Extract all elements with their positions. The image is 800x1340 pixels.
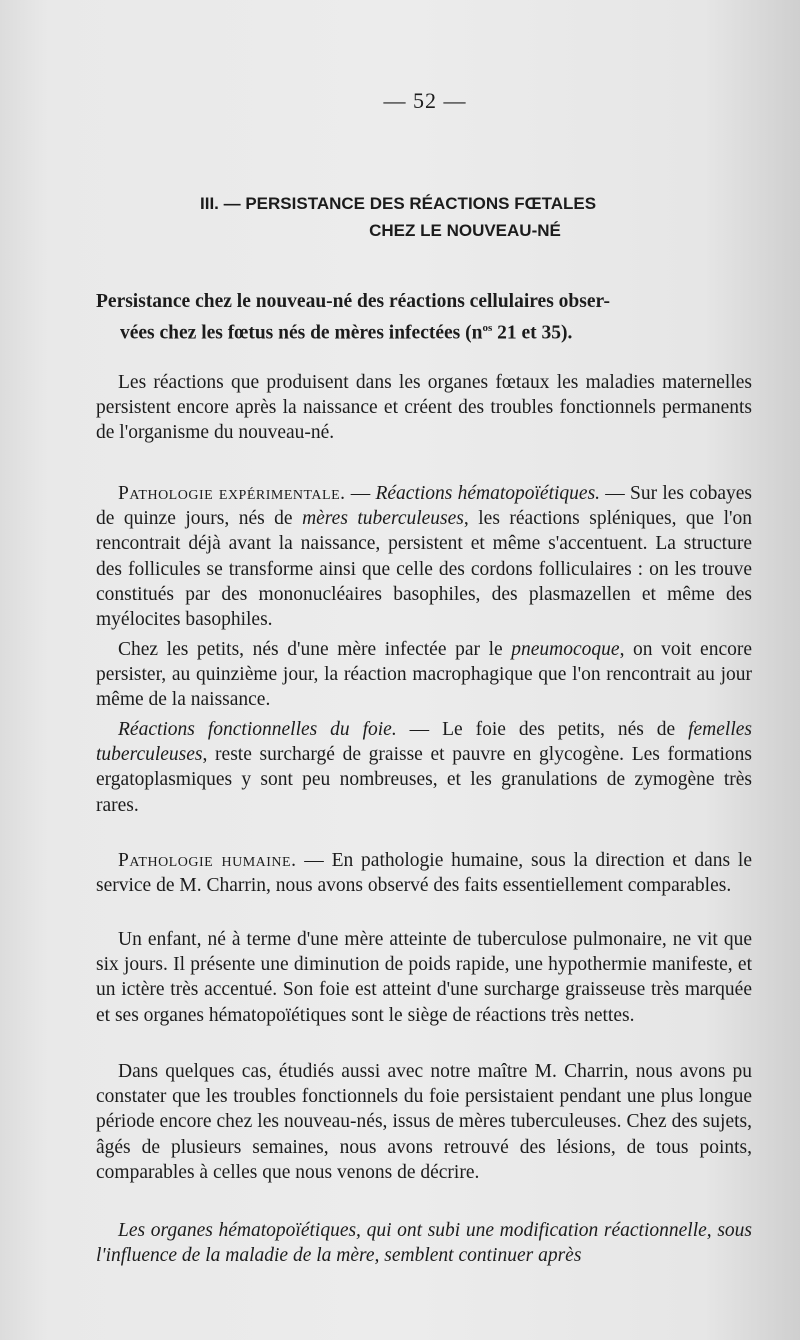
liver-subtitle: Réactions fonctionnelles du foie. bbox=[118, 719, 397, 740]
numero-superscript: os bbox=[482, 322, 493, 334]
child-case-paragraph: Un enfant, né à terme d'une mère atteinte de tuberculose pulmonaire, ne vit que six jours. Il présente une diminution de poids rapide, une hypothermie manifeste, et un ictère très accentué. Son foie est atteint d'une surcharge graisseuse très marquée et ses organes hématopoïétiques sont le siège de réactions très nettes. bbox=[96, 929, 752, 1026]
experimental-paragraph: Pathologie expérimentale. — Réactions hématopoïétiques. — Sur les cobayes de quinze jours, nés de mères tuberculeuses, les réactions spléniques, que l'on rencontrait déjà avant la naissance, persistent et même s'accentuent. La structure des follicules se transforme ainsi que celle des cordons folliculaires : on les trouve constitués par des mononucléaires basophiles, des plasmazellen et même des myélocites basophiles. bbox=[96, 483, 753, 631]
human-paragraph: Pathologie humaine. — En pathologie humaine, sous la direction et dans le service de M. Charrin, nous avons observé des faits essentiellement comparables. bbox=[96, 850, 752, 897]
experimental-label: Pathologie expérimentale. bbox=[118, 483, 346, 504]
section-title-line-1: III. — PERSISTANCE DES RÉACTIONS FŒTALES bbox=[200, 194, 597, 213]
section-title-line-2: CHEZ LE NOUVEAU-NÉ bbox=[369, 221, 561, 240]
pneumococcus-paragraph: Chez les petits, nés d'une mère infectée par le pneumocoque, on voit encore persister, au quinzième jour, la réaction macrophagique que l'on rencontrait au jour même de la naissance. bbox=[96, 639, 753, 711]
page-number: — 52 — bbox=[383, 88, 467, 113]
intro-paragraph: Les réactions que produisent dans les organes fœtaux les maladies maternelles persistent encore après la naissance et créent des troubles fonctionnels permanents de l'organisme du nouveau-né. bbox=[96, 372, 752, 444]
section-title bbox=[200, 190, 670, 244]
experimental-subtitle: Réactions hématopoïétiques. bbox=[375, 483, 601, 504]
liver-paragraph: Réactions fonctionnelles du foie. — Le foie des petits, nés de femelles tuberculeuses, reste surchargé de graisse et pauvre en glycogène. Les formations ergatoplasmiques y sont peu nombreuses, et les granulations de zymogène très rares. bbox=[96, 719, 752, 816]
final-paragraph: Les organes hématopoïétiques, qui ont subi une modification réactionnelle, sous l'influence de la maladie de la mère, semblent continuer après bbox=[96, 1220, 752, 1267]
subheading bbox=[96, 288, 752, 347]
subheading-line-1: Persistance chez le nouveau-né des réactions cellulaires obser- bbox=[96, 291, 610, 312]
cases-paragraph: Dans quelques cas, étudiés aussi avec notre maître M. Charrin, nous avons pu constater que les troubles fonctionnels du foie persistaient pendant une plus longue période encore chez les nouveau-nés, issus de mères tuberculeuses. Chez des sujets, âgés de plusieurs semaines, nous avons retrouvé des lésions, de tous points, comparables à celles que nous venons de décrire. bbox=[96, 1061, 752, 1183]
subheading-line-2: vées chez les fœtus nés de mères infectées ($n^{os}$ 21 et 35). bbox=[120, 322, 573, 344]
human-label: Pathologie humaine. bbox=[118, 850, 297, 871]
